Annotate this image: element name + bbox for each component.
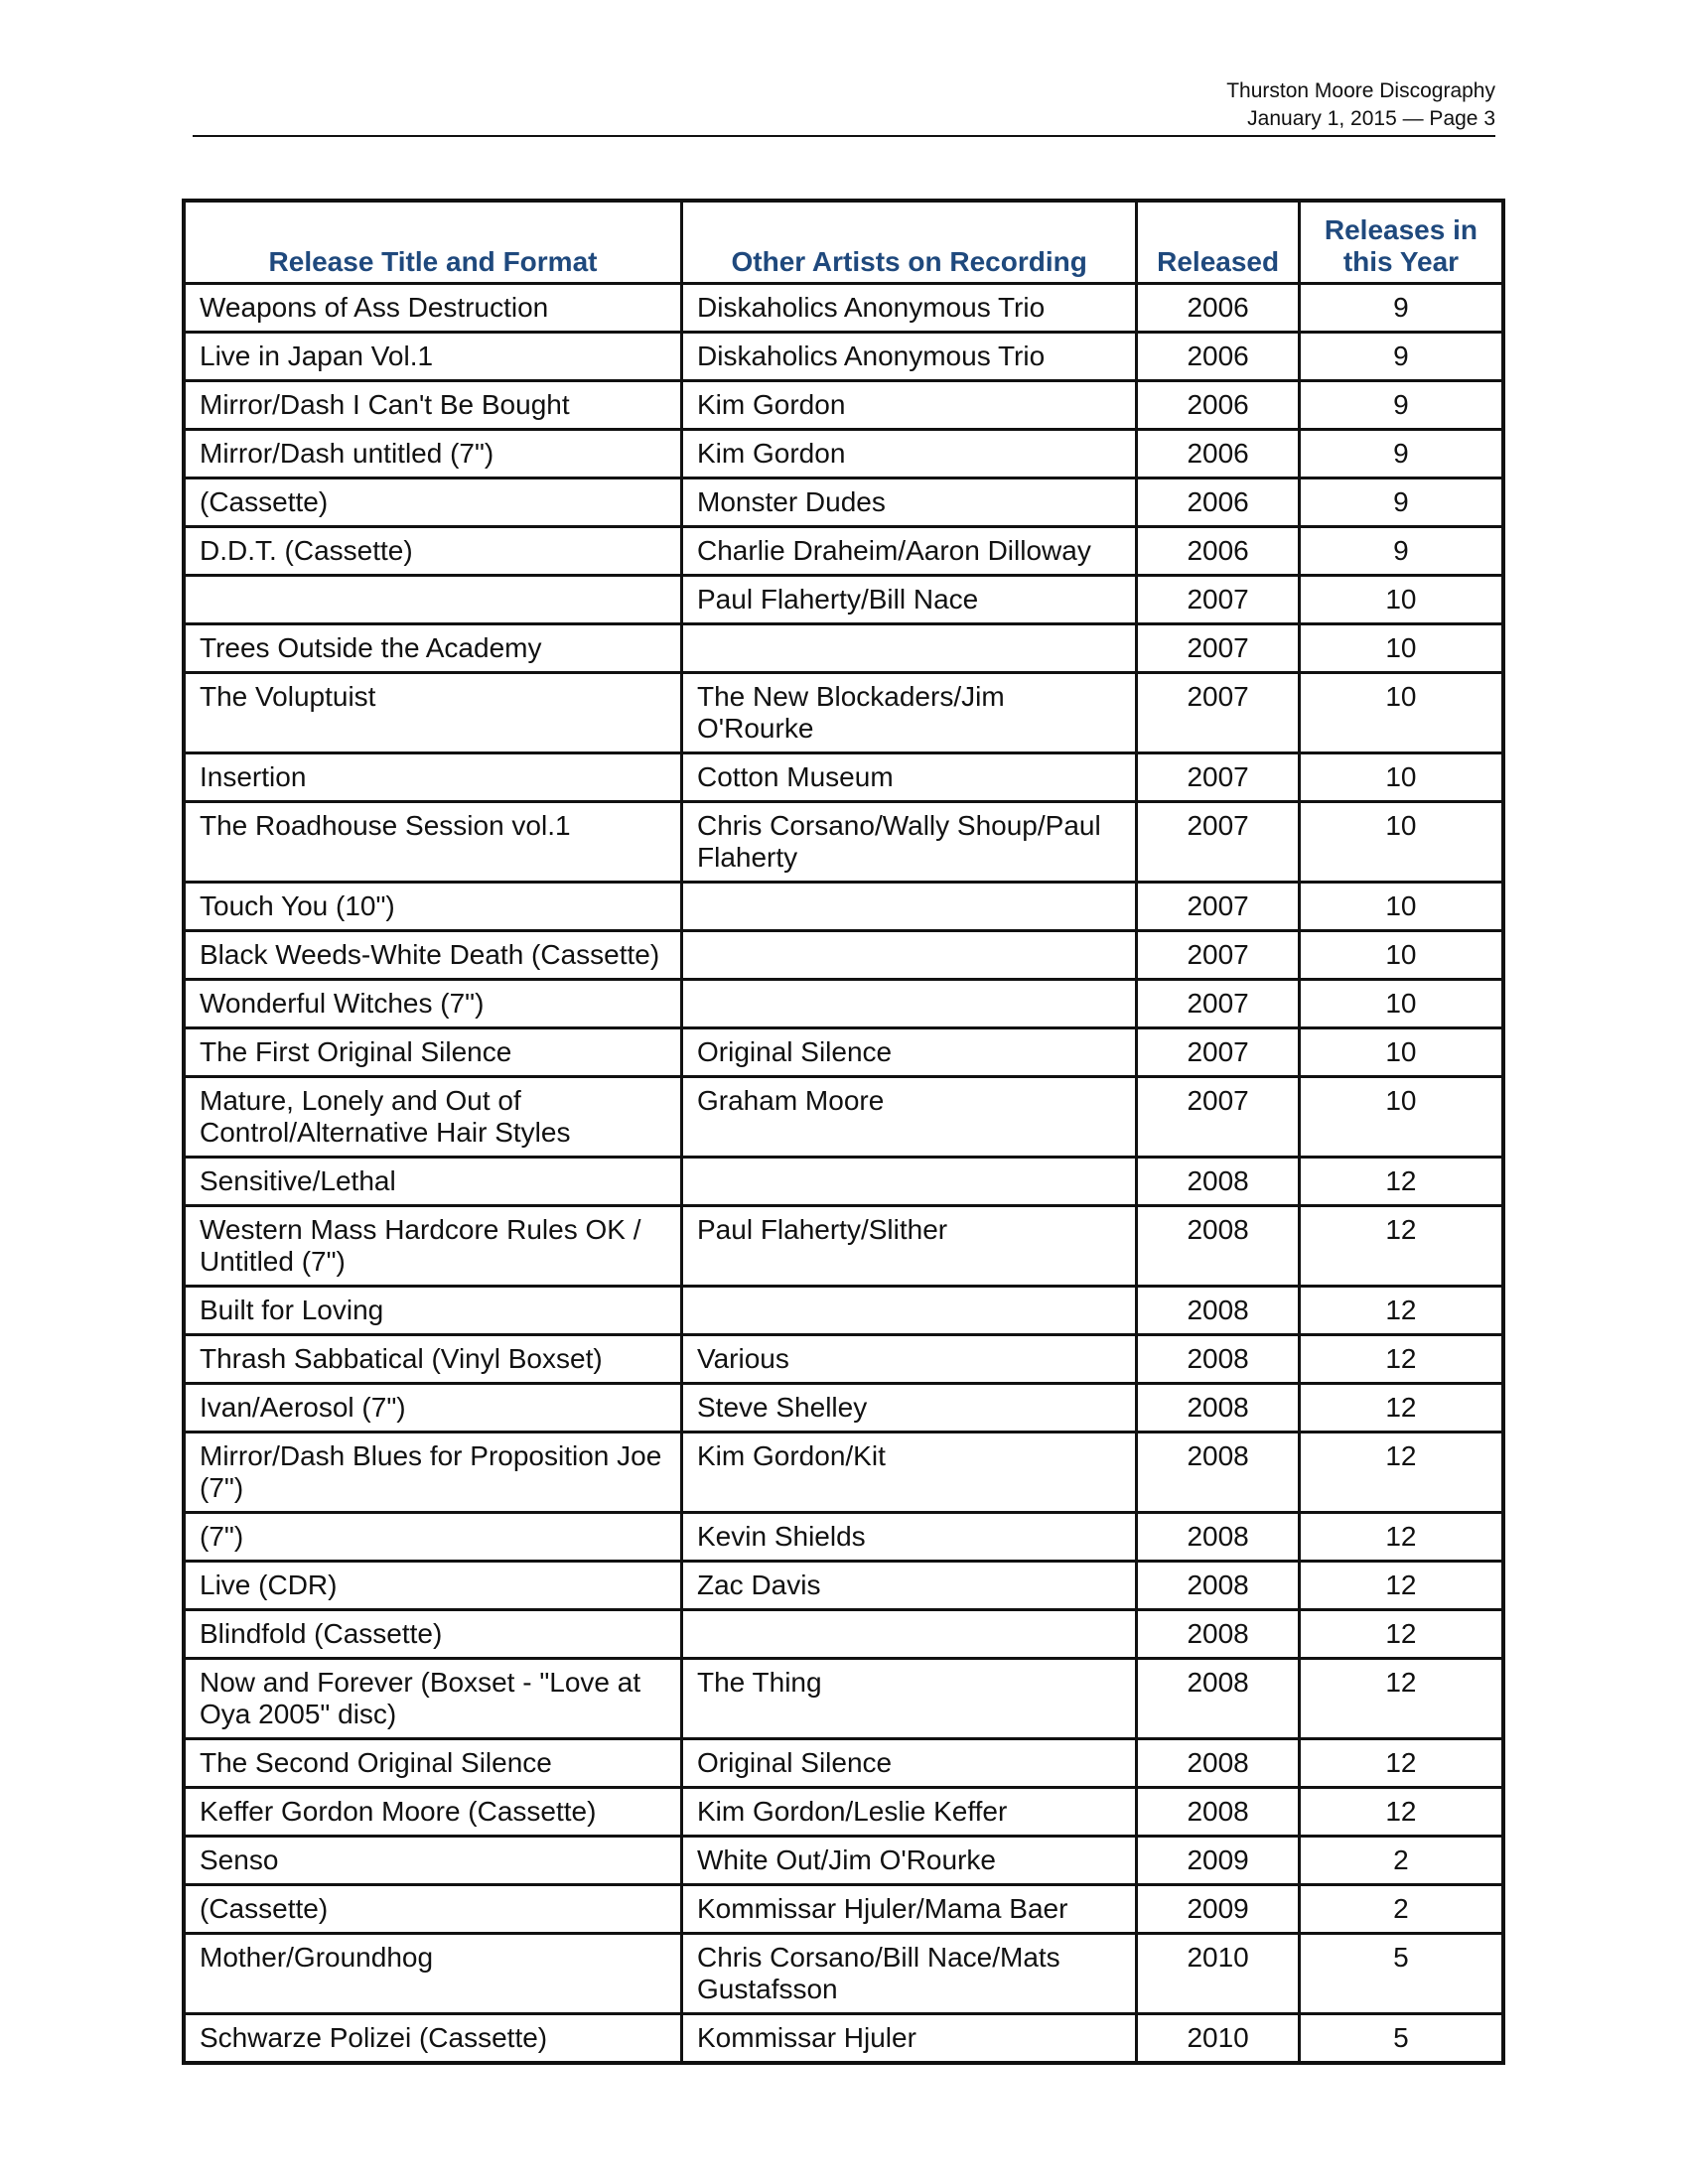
release-year: 2008: [1137, 1513, 1299, 1562]
release-title: Western Mass Hardcore Rules OK / Untitled (7"): [184, 1206, 682, 1287]
release-title: Built for Loving: [184, 1287, 682, 1335]
other-artists: Kim Gordon/Kit: [682, 1433, 1137, 1513]
release-year: 2006: [1137, 381, 1299, 430]
other-artists: Chris Corsano/Bill Nace/Mats Gustafsson: [682, 1934, 1137, 2014]
release-title: Ivan/Aerosol (7"): [184, 1384, 682, 1433]
other-artists: Graham Moore: [682, 1077, 1137, 1158]
table-row: [184, 284, 1503, 333]
release-title: The Roadhouse Session vol.1: [184, 802, 682, 883]
release-year: 2010: [1137, 2014, 1299, 2064]
releases-count: 9: [1299, 284, 1503, 333]
page-header: [193, 77, 1495, 133]
release-title: Mother/Groundhog: [184, 1934, 682, 2014]
release-year: 2007: [1137, 576, 1299, 624]
release-year: 2008: [1137, 1610, 1299, 1659]
table-row: [184, 980, 1503, 1028]
other-artists: Paul Flaherty/Bill Nace: [682, 576, 1137, 624]
release-title: Live in Japan Vol.1: [184, 333, 682, 381]
release-year: 2006: [1137, 430, 1299, 478]
table-row: [184, 1610, 1503, 1659]
table-row: [184, 1562, 1503, 1610]
release-title: Now and Forever (Boxset - "Love at Oya 2005" disc): [184, 1659, 682, 1739]
releases-count: 9: [1299, 381, 1503, 430]
releases-count: 12: [1299, 1788, 1503, 1837]
other-artists: [682, 1287, 1137, 1335]
table-row: [184, 1934, 1503, 2014]
other-artists: Kim Gordon/Leslie Keffer: [682, 1788, 1137, 1837]
other-artists: [682, 1158, 1137, 1206]
release-year: 2007: [1137, 1028, 1299, 1077]
release-title: Mirror/Dash Blues for Proposition Joe (7"): [184, 1433, 682, 1513]
release-year: 2007: [1137, 1077, 1299, 1158]
table-row: [184, 1287, 1503, 1335]
release-title: The First Original Silence: [184, 1028, 682, 1077]
table-row: [184, 478, 1503, 527]
releases-count: 10: [1299, 980, 1503, 1028]
other-artists: The New Blockaders/Jim O'Rourke: [682, 673, 1137, 753]
table-row: [184, 576, 1503, 624]
releases-count: 10: [1299, 624, 1503, 673]
release-title: Trees Outside the Academy: [184, 624, 682, 673]
release-year: 2006: [1137, 333, 1299, 381]
other-artists: Steve Shelley: [682, 1384, 1137, 1433]
other-artists: Zac Davis: [682, 1562, 1137, 1610]
release-title: Weapons of Ass Destruction: [184, 284, 682, 333]
table-row: [184, 883, 1503, 931]
other-artists: Chris Corsano/Wally Shoup/Paul Flaherty: [682, 802, 1137, 883]
releases-count: 12: [1299, 1433, 1503, 1513]
releases-count: 2: [1299, 1837, 1503, 1885]
release-year: 2008: [1137, 1384, 1299, 1433]
release-title: D.D.T. (Cassette): [184, 527, 682, 576]
releases-count: 5: [1299, 2014, 1503, 2064]
column-header-title: Release Title and Format: [184, 201, 682, 284]
release-title: Sensitive/Lethal: [184, 1158, 682, 1206]
table-row: [184, 1384, 1503, 1433]
other-artists: Kim Gordon: [682, 381, 1137, 430]
release-year: 2008: [1137, 1206, 1299, 1287]
releases-count: 12: [1299, 1610, 1503, 1659]
table-row: [184, 931, 1503, 980]
table-row: [184, 624, 1503, 673]
table-row: [184, 802, 1503, 883]
release-year: 2008: [1137, 1562, 1299, 1610]
releases-count: 10: [1299, 802, 1503, 883]
column-header-released: Released: [1137, 201, 1299, 284]
releases-count: 9: [1299, 333, 1503, 381]
other-artists: Charlie Draheim/Aaron Dilloway: [682, 527, 1137, 576]
column-header-artists: Other Artists on Recording: [682, 201, 1137, 284]
release-year: 2009: [1137, 1837, 1299, 1885]
other-artists: Original Silence: [682, 1739, 1137, 1788]
column-header-releases-in-year: Releases in this Year: [1299, 201, 1503, 284]
table-row: [184, 1077, 1503, 1158]
document-title: Thurston Moore Discography: [1226, 79, 1495, 102]
releases-count: 12: [1299, 1513, 1503, 1562]
releases-count: 5: [1299, 1934, 1503, 2014]
releases-count: 10: [1299, 883, 1503, 931]
table-row: [184, 1513, 1503, 1562]
table-row: [184, 1433, 1503, 1513]
release-year: 2007: [1137, 883, 1299, 931]
other-artists: White Out/Jim O'Rourke: [682, 1837, 1137, 1885]
other-artists: [682, 980, 1137, 1028]
other-artists: Kommissar Hjuler: [682, 2014, 1137, 2064]
releases-count: 12: [1299, 1335, 1503, 1384]
release-year: 2008: [1137, 1788, 1299, 1837]
table-row: [184, 381, 1503, 430]
table-row: [184, 527, 1503, 576]
release-year: 2010: [1137, 1934, 1299, 2014]
table-row: [184, 753, 1503, 802]
releases-count: 10: [1299, 753, 1503, 802]
releases-count: 12: [1299, 1659, 1503, 1739]
table-row: [184, 1028, 1503, 1077]
table-row: [184, 1335, 1503, 1384]
release-year: 2008: [1137, 1335, 1299, 1384]
releases-count: 9: [1299, 478, 1503, 527]
release-year: 2008: [1137, 1659, 1299, 1739]
releases-count: 10: [1299, 673, 1503, 753]
release-title: Mirror/Dash untitled (7"): [184, 430, 682, 478]
release-title: Mirror/Dash I Can't Be Bought: [184, 381, 682, 430]
release-title: The Voluptuist: [184, 673, 682, 753]
table-row: [184, 1739, 1503, 1788]
table-row: [184, 1837, 1503, 1885]
other-artists: Kim Gordon: [682, 430, 1137, 478]
release-year: 2007: [1137, 624, 1299, 673]
releases-count: 12: [1299, 1206, 1503, 1287]
other-artists: Cotton Museum: [682, 753, 1137, 802]
table-row: [184, 1885, 1503, 1934]
other-artists: [682, 883, 1137, 931]
other-artists: [682, 1610, 1137, 1659]
table-row: [184, 2014, 1503, 2064]
release-title: (Cassette): [184, 478, 682, 527]
releases-count: 10: [1299, 576, 1503, 624]
releases-count: 2: [1299, 1885, 1503, 1934]
release-year: 2007: [1137, 673, 1299, 753]
other-artists: [682, 624, 1137, 673]
releases-count: 10: [1299, 1077, 1503, 1158]
table-row: [184, 430, 1503, 478]
other-artists: Kevin Shields: [682, 1513, 1137, 1562]
page-date: January 1, 2015 — Page 3: [1247, 107, 1495, 130]
discography-table: [182, 199, 1505, 2065]
release-title: Mature, Lonely and Out of Control/Alternative Hair Styles: [184, 1077, 682, 1158]
release-title: Touch You (10"): [184, 883, 682, 931]
release-year: 2007: [1137, 802, 1299, 883]
release-year: 2008: [1137, 1158, 1299, 1206]
release-year: 2006: [1137, 527, 1299, 576]
release-year: 2006: [1137, 478, 1299, 527]
release-year: 2007: [1137, 931, 1299, 980]
other-artists: [682, 931, 1137, 980]
releases-count: 12: [1299, 1562, 1503, 1610]
table-row: [184, 673, 1503, 753]
release-year: 2008: [1137, 1739, 1299, 1788]
release-title: Thrash Sabbatical (Vinyl Boxset): [184, 1335, 682, 1384]
releases-count: 10: [1299, 931, 1503, 980]
release-title: Blindfold (Cassette): [184, 1610, 682, 1659]
table-header-row: [184, 201, 1503, 284]
table-row: [184, 1206, 1503, 1287]
releases-count: 10: [1299, 1028, 1503, 1077]
release-title: Black Weeds-White Death (Cassette): [184, 931, 682, 980]
release-title: Keffer Gordon Moore (Cassette): [184, 1788, 682, 1837]
releases-count: 9: [1299, 527, 1503, 576]
table-row: [184, 1788, 1503, 1837]
release-title: (Cassette): [184, 1885, 682, 1934]
release-year: 2008: [1137, 1433, 1299, 1513]
release-title: Insertion: [184, 753, 682, 802]
table-row: [184, 1158, 1503, 1206]
releases-count: 12: [1299, 1739, 1503, 1788]
releases-count: 9: [1299, 430, 1503, 478]
other-artists: Paul Flaherty/Slither: [682, 1206, 1137, 1287]
header-divider: [193, 135, 1495, 137]
release-year: 2009: [1137, 1885, 1299, 1934]
release-year: 2007: [1137, 980, 1299, 1028]
release-title: [184, 576, 682, 624]
other-artists: Original Silence: [682, 1028, 1137, 1077]
release-title: The Second Original Silence: [184, 1739, 682, 1788]
releases-count: 12: [1299, 1158, 1503, 1206]
other-artists: Diskaholics Anonymous Trio: [682, 284, 1137, 333]
other-artists: Kommissar Hjuler/Mama Baer: [682, 1885, 1137, 1934]
releases-count: 12: [1299, 1384, 1503, 1433]
release-title: Senso: [184, 1837, 682, 1885]
other-artists: Monster Dudes: [682, 478, 1137, 527]
other-artists: The Thing: [682, 1659, 1137, 1739]
other-artists: Various: [682, 1335, 1137, 1384]
release-year: 2008: [1137, 1287, 1299, 1335]
other-artists: Diskaholics Anonymous Trio: [682, 333, 1137, 381]
table-row: [184, 1659, 1503, 1739]
release-title: Wonderful Witches (7"): [184, 980, 682, 1028]
release-title: (7"): [184, 1513, 682, 1562]
table-row: [184, 333, 1503, 381]
releases-count: 12: [1299, 1287, 1503, 1335]
release-title: Live (CDR): [184, 1562, 682, 1610]
release-year: 2007: [1137, 753, 1299, 802]
release-title: Schwarze Polizei (Cassette): [184, 2014, 682, 2064]
release-year: 2006: [1137, 284, 1299, 333]
